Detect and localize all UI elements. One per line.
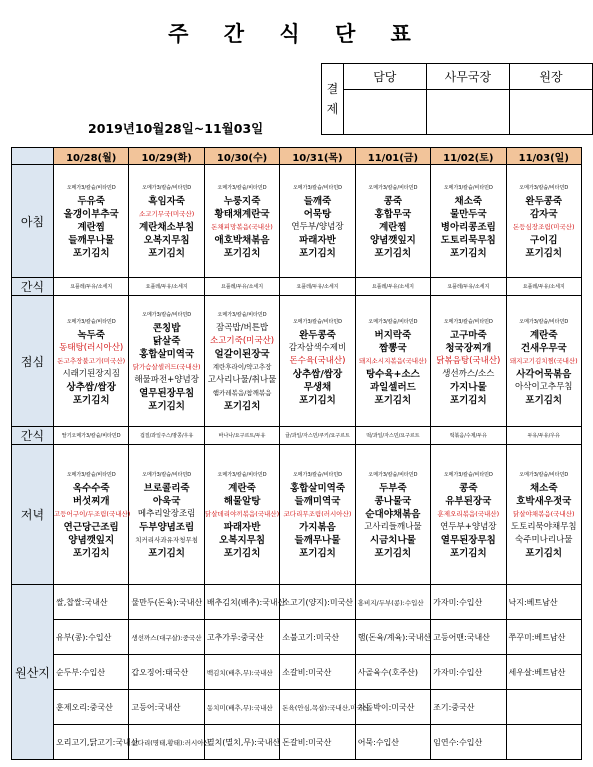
menu-item: 오메가3/칼슘/비타민D (368, 185, 418, 191)
menu-item: 양념깻잎지 (68, 535, 115, 546)
menu-item: 치커리사과유자청무침 (135, 536, 199, 544)
origin-cell: 생선까스(대구살):중국산 (129, 620, 204, 655)
menu-item: 들깨미역국 (294, 496, 341, 507)
menu-item: 시금치나물 (369, 535, 416, 546)
origin-cell: 가자미:수입산 (431, 585, 506, 620)
menu-item: 오메가3/칼슘/비타민D (443, 472, 493, 478)
menu-item: 유부된장국 (445, 496, 492, 507)
origin-cell: 소갈비:미국산 (280, 655, 355, 690)
day-header: 11/03(일) (506, 148, 581, 165)
snack-cell: 요플레/두유/소세지 (204, 278, 279, 296)
menu-item: 동태탕(러시아산) (59, 342, 124, 353)
menu-item: 버섯찌개 (72, 496, 110, 507)
menu-item: 햄카레볶음/참깨볶음 (212, 389, 272, 397)
menu-item: 포기김치 (148, 548, 185, 559)
menu-item: 포기김치 (525, 548, 563, 559)
breakfast-cell (506, 165, 581, 278)
menu-item: 아삭이고추무침 (515, 381, 573, 392)
menu-item: 두부양념조림 (139, 522, 195, 533)
menu-list (507, 182, 581, 260)
menu-item: 오메가3/칼슘/비타민D (66, 185, 116, 191)
menu-item: 오메가3/칼슘/비타민D (142, 185, 192, 191)
lunch-cell (431, 296, 506, 427)
menu-item: 콩죽 (459, 483, 478, 494)
snack-cell: 요플레/두유/소세지 (280, 278, 355, 296)
approval-col-manager: 사무국장 (426, 64, 509, 90)
dinner-cell (129, 445, 204, 585)
menu-list (54, 182, 128, 260)
snack-cell: 귤/과일/자스민/쿠키/요구르트 (280, 427, 355, 445)
origin-cell: 돈육(안심,목살):국내산,미국산 (280, 690, 355, 725)
menu-item: 콩나물국 (374, 496, 412, 507)
menu-item: 녹두죽 (77, 329, 105, 341)
menu-item: 포기김치 (374, 394, 412, 406)
menu-item: 포기김치 (148, 248, 185, 259)
menu-item: 올갱이부추국 (63, 209, 119, 220)
menu-item: 구이김 (530, 235, 558, 246)
menu-item: 계란죽 (530, 329, 558, 341)
origin-cell: 코다리(명태,황태):러시아산 (129, 725, 204, 760)
approval-col-director: 원장 (509, 64, 592, 90)
menu-item: 황태채계란국 (214, 209, 270, 220)
menu-item: 해물파전+양념장 (134, 375, 199, 385)
breakfast-cell (54, 165, 129, 278)
snack-cell: 두유/두유/우유 (506, 427, 581, 445)
menu-item: 오메가3/칼슘/비타민D (443, 185, 493, 191)
lunch-cell (355, 296, 430, 427)
menu-item: 계란후라이/약고추장 (212, 363, 272, 371)
menu-item: 포기김치 (148, 401, 185, 412)
menu-item: 무생채 (303, 381, 332, 393)
breakfast-cell (431, 165, 506, 278)
menu-item: 오메가3/칼슘/비타민D (368, 318, 418, 325)
menu-item: 포기김치 (223, 401, 261, 412)
menu-item: 포기김치 (449, 548, 487, 559)
menu-list (205, 182, 279, 260)
origin-cell: 홍비지/두부(콩):수입산 (355, 585, 430, 620)
menu-item: 포기김치 (72, 248, 110, 259)
menu-item: 홍합살미역국 (139, 349, 195, 360)
menu-item: 홍합무국 (374, 209, 412, 220)
menu-item: 포기김치 (72, 394, 110, 406)
menu-list (205, 309, 279, 413)
snack-cell: 떡/과일/자스민/요구르트 (355, 427, 430, 445)
menu-item: 도토리묵무침 (440, 235, 496, 246)
menu-item: 병아리콩조림 (440, 222, 496, 233)
origin-cell: 고등어맨:국내산 (431, 620, 506, 655)
menu-list (54, 469, 131, 560)
menu-item: 완두콩죽 (525, 196, 563, 207)
corner-cell (12, 148, 54, 165)
menu-item: 포기김치 (449, 248, 487, 259)
row-label-lunch: 점심 (12, 296, 54, 427)
snack-cell: 떡볶음/수제/두유 (431, 427, 506, 445)
menu-list (507, 316, 581, 407)
origin-cell: 햄(돈육/계육):국내산 (355, 620, 430, 655)
menu-item: 포기김치 (374, 248, 412, 259)
dinner-cell (204, 445, 279, 585)
menu-item: 해물알탕 (223, 496, 261, 507)
breakfast-cell (129, 165, 204, 278)
menu-item: 오메가3/칼슘/비타민D (142, 312, 192, 318)
menu-item: 돈등심장조림(미국산) (512, 223, 575, 231)
menu-item: 포기김치 (374, 548, 412, 559)
breakfast-cell (355, 165, 430, 278)
snack-cell: 요플레/두유/소세지 (431, 278, 506, 296)
menu-item: 아욱국 (152, 496, 181, 507)
menu-item: 돈채피망볶음(국내산) (211, 223, 273, 231)
snack-cell: 바나나/요구르트/두유 (204, 427, 279, 445)
origin-cell: 갑오징어:태국산 (129, 655, 204, 690)
menu-list (280, 182, 354, 260)
origin-cell: 세우살:베트남산 (506, 655, 581, 690)
origin-cell: 어묵:수입산 (355, 725, 430, 760)
dinner-cell (355, 445, 430, 585)
origin-cell: 돈갈비:미국산 (280, 725, 355, 760)
menu-item: 포기김치 (525, 394, 563, 406)
menu-item: 채소죽 (530, 483, 558, 494)
row-label-origin: 원산지 (12, 585, 54, 760)
dinner-cell (54, 445, 129, 585)
menu-list (205, 469, 279, 560)
menu-item: 파래자반 (299, 235, 336, 246)
menu-item: 포기김치 (223, 248, 261, 259)
menu-item: 연두부+양념장 (440, 522, 497, 532)
menu-item: 돼지소시지볶음(국내산) (358, 356, 427, 365)
snack-cell: 딸기오메가3/칼슘/비타민D (54, 427, 129, 445)
day-header: 10/28(월) (54, 148, 129, 165)
menu-item: 두유죽 (77, 196, 105, 207)
menu-item: 계란찜 (379, 222, 407, 233)
menu-item: 호박새우젓국 (516, 496, 572, 507)
menu-item: 사각어묵볶음 (516, 368, 572, 380)
menu-item: 콩죽 (383, 196, 403, 207)
menu-item: 상추쌈/쌈장 (292, 368, 343, 380)
menu-item: 오메가3/칼슘/비타민D (368, 472, 418, 478)
menu-item: 완두콩죽 (299, 329, 336, 341)
origin-cell: 물만두(돈육):국내산 (129, 585, 204, 620)
menu-item: 들깨죽 (303, 196, 332, 207)
menu-list (280, 469, 354, 560)
menu-item: 옥수수죽 (72, 483, 110, 494)
menu-item: 콘칭밥 (152, 323, 181, 334)
menu-item: 오메가3/칼슘/비타민D (519, 185, 569, 191)
menu-item: 생선까스/소스 (442, 368, 495, 379)
breakfast-cell (204, 165, 279, 278)
menu-item: 애호박채볶음 (214, 235, 270, 246)
origin-cell: 낙지:베트남산 (506, 585, 581, 620)
menu-item: 돈수육(국내산) (289, 355, 346, 366)
approval-col-staff: 담당 (343, 64, 426, 90)
lunch-cell (54, 296, 129, 427)
menu-item: 숙주미나리나물 (515, 535, 573, 545)
menu-item: 닭볶음탕(국내산) (436, 355, 501, 366)
menu-item: 파래자반 (223, 522, 261, 533)
menu-list (129, 182, 203, 260)
breakfast-cell (280, 165, 355, 278)
menu-item: 포기김치 (223, 548, 261, 559)
snack-cell: 요플레/두유/소세지 (129, 278, 204, 296)
origin-cell: 배추김치(배추):국내산 (204, 585, 279, 620)
origin-cell: 멸치(멸치,무):국내산 (204, 725, 279, 760)
menu-item: 순대야채볶음 (365, 509, 421, 520)
menu-item: 소고기무국(미국산) (138, 210, 195, 218)
menu-item: 계란죽 (228, 483, 256, 494)
menu-item: 과일셀러드 (369, 381, 416, 393)
menu-item: 포기김치 (72, 548, 110, 559)
origin-cell: 사골육수(호주산) (355, 655, 430, 690)
lunch-cell (129, 296, 204, 427)
menu-item: 탕수육+소스 (365, 368, 420, 380)
menu-item: 닭살야채볶음(국내산) (512, 510, 575, 518)
menu-item: 흑임자죽 (148, 196, 185, 207)
menu-item: 버지락죽 (374, 329, 412, 341)
menu-item: 오메가3/칼슘/비타민D (519, 472, 569, 478)
menu-item: 돈고추장불고기(미국산) (57, 356, 126, 365)
snack-cell: 요플레/두유/소세지 (54, 278, 129, 296)
row-label-snack: 간식 (12, 278, 54, 296)
menu-item: 고구마죽 (449, 329, 487, 341)
approval-sign-manager[interactable] (426, 90, 509, 135)
day-header: 11/02(토) (431, 148, 506, 165)
menu-item: 짬뽕국 (379, 342, 407, 354)
menu-period: 2019년10월28일~11월03일 (88, 121, 264, 136)
menu-item: 열무된장무침 (440, 535, 496, 546)
menu-item: 계란찜 (77, 222, 105, 233)
menu-item: 닭살죽 (152, 336, 181, 347)
menu-item: 얼갈이된장국 (214, 349, 270, 360)
origin-cell: 고추가루:중국산 (204, 620, 279, 655)
menu-item: 들깨무나물 (68, 235, 115, 246)
menu-item: 오메가3/칼슘/비타민D (443, 318, 493, 325)
menu-item: 감자삼색수제비 (288, 342, 347, 353)
menu-item: 연두부/양념장 (291, 222, 344, 232)
menu-item: 도토리묵야채무침 (510, 522, 577, 532)
approval-sign-director[interactable] (509, 90, 592, 135)
dinner-cell (431, 445, 506, 585)
origin-cell: 오리고기,닭고기:국내산 (54, 725, 129, 760)
approval-label: 결 제 (322, 64, 344, 135)
menu-item: 가지나물 (449, 381, 487, 393)
menu-item: 오복지무침 (219, 535, 265, 546)
menu-item: 오복지무침 (143, 235, 190, 246)
menu-item: 어묵탕 (303, 209, 332, 220)
day-header: 11/01(금) (355, 148, 430, 165)
snack-cell: 요플레/두유/소세지 (355, 278, 430, 296)
origin-cell: 차돌박이:미국산 (355, 690, 430, 725)
menu-item: 오메가3/칼슘/비타민D (66, 318, 116, 325)
origin-cell: 백김치(배추,무):국내산 (204, 655, 279, 690)
approval-box (321, 63, 593, 135)
menu-item: 메추리알장조림 (137, 509, 196, 519)
origin-cell: 쌀,찹쌀:국내산 (54, 585, 129, 620)
menu-item: 오메가3/칼슘/비타민D (217, 312, 267, 318)
menu-item: 건새우무국 (520, 342, 567, 354)
menu-item: 오메가3/칼슘/비타민D (66, 472, 116, 478)
menu-item: 포기김치 (299, 394, 336, 406)
menu-item: 열무된장무침 (139, 388, 195, 399)
row-label-snack: 간식 (12, 427, 54, 445)
menu-item: 닭가슴살셀러드(국내산) (132, 363, 201, 371)
menu-item: 홍합살미역죽 (289, 483, 345, 494)
origin-cell: 소불고기:미국산 (280, 620, 355, 655)
menu-item: 계란채소부침 (139, 222, 195, 233)
menu-item: 코다리무조림(러시아산) (283, 510, 352, 518)
menu-item: 소고기죽(미국산) (209, 336, 275, 346)
menu-list (54, 316, 128, 407)
menu-item: 오메가3/칼슘/비타민D (217, 185, 267, 191)
menu-item: 들깨무나물 (294, 535, 341, 546)
menu-item: 두부죽 (379, 483, 407, 494)
snack-cell: 겁질/과일주스/땅콩/우유 (129, 427, 204, 445)
menu-item: 돼지고기김치찜(국내산) (509, 356, 578, 365)
origin-cell: 훈제오리:중국산 (54, 690, 129, 725)
menu-item: 포기김치 (525, 248, 563, 259)
menu-item: 상추쌈/쌈장 (66, 381, 116, 393)
menu-item: 누룽지죽 (223, 196, 261, 207)
origin-cell: 소고기(양지):미국산 (280, 585, 355, 620)
menu-table (11, 147, 582, 760)
menu-item: 오메가3/칼슘/비타민D (217, 472, 267, 478)
day-header: 10/31(목) (280, 148, 355, 165)
menu-list (129, 469, 203, 560)
snack-cell: 요플레/두유/소세지 (506, 278, 581, 296)
menu-list (356, 182, 430, 260)
row-label-dinner: 저녁 (12, 445, 54, 585)
menu-item: 감자국 (530, 209, 558, 220)
menu-list (431, 469, 505, 560)
origin-cell: 쭈꾸미:베트남산 (506, 620, 581, 655)
approval-sign-staff[interactable] (343, 90, 426, 135)
origin-cell: 유부(콩):수입산 (54, 620, 129, 655)
menu-item: 고사리나물/취나물 (207, 375, 277, 385)
menu-item: 포기김치 (299, 548, 336, 559)
origin-cell (506, 690, 581, 725)
menu-item: 훈제오리볶음(국내산) (437, 510, 500, 518)
menu-item: 고등어구이/두조림(국내산) (54, 510, 131, 518)
menu-list (431, 182, 505, 260)
origin-cell: 임연수:수입산 (431, 725, 506, 760)
origin-cell: 조기:중국산 (431, 690, 506, 725)
lunch-cell (204, 296, 279, 427)
dinner-cell (506, 445, 581, 585)
menu-item: 포기김치 (449, 394, 487, 406)
lunch-cell (280, 296, 355, 427)
menu-list (280, 316, 354, 407)
menu-list (507, 469, 581, 560)
menu-item: 잠곡밥/버튼밥 (215, 323, 269, 333)
menu-item: 채소죽 (454, 196, 483, 207)
page-title: 주 간 식 단 표 (168, 22, 425, 46)
origin-cell: 고등어:국내산 (129, 690, 204, 725)
menu-list (356, 469, 430, 560)
menu-item: 물만두국 (449, 209, 487, 220)
menu-item: 오메가3/칼슘/비타민D (292, 472, 342, 478)
menu-item: 포기김치 (299, 248, 336, 259)
menu-item: 오메가3/칼슘/비타민D (142, 472, 192, 478)
menu-item: 양념깻잎지 (369, 235, 416, 246)
origin-cell: 가자미:수입산 (431, 655, 506, 690)
origin-cell: 동치미(배추,무):국내산 (204, 690, 279, 725)
menu-item: 고사리들깨나물 (364, 522, 422, 532)
menu-list (431, 316, 505, 407)
origin-cell: 순두부:수입산 (54, 655, 129, 690)
origin-cell (506, 725, 581, 760)
lunch-cell (506, 296, 581, 427)
menu-list (129, 309, 203, 413)
menu-item: 가지볶음 (299, 522, 336, 533)
menu-item: 오메가3/칼슘/비타민D (519, 318, 569, 325)
menu-list (356, 316, 430, 407)
menu-item: 연근당근조림 (63, 522, 119, 533)
menu-item: 청국장찌개 (445, 342, 492, 354)
menu-item: 오메가3/칼슘/비타민D (292, 318, 342, 325)
menu-item: 시래기된장지짐 (62, 368, 120, 379)
menu-item: 닭살데리야끼볶음(국내산) (204, 510, 280, 518)
day-header: 10/29(화) (129, 148, 204, 165)
row-label-breakfast: 아침 (12, 165, 54, 278)
menu-item: 브로콜리죽 (143, 483, 190, 494)
menu-item: 오메가3/칼슘/비타민D (292, 185, 342, 191)
dinner-cell (280, 445, 355, 585)
day-header: 10/30(수) (204, 148, 279, 165)
